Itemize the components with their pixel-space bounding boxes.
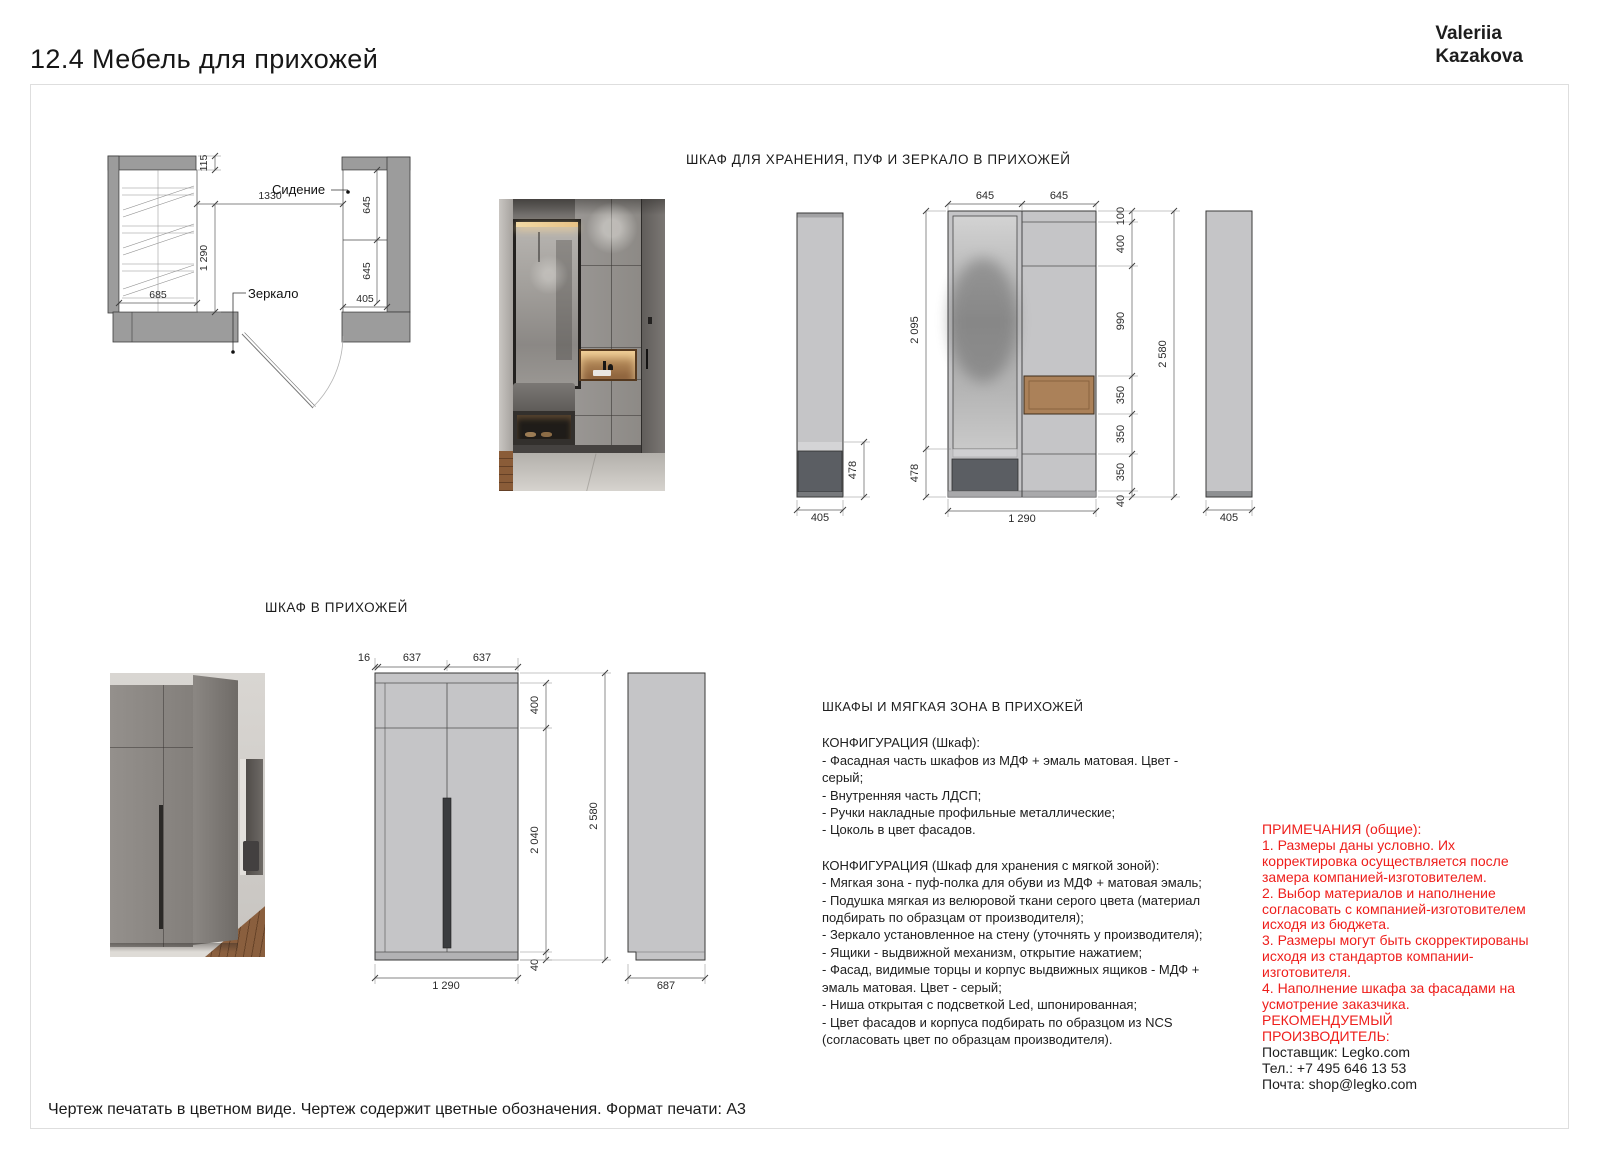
dim-label: 478 bbox=[909, 463, 921, 483]
wardrobe-front-face bbox=[110, 685, 193, 947]
dim-label: 2 580 bbox=[1157, 340, 1169, 368]
spec-item: - Цвет фасадов и корпуса подбирать по образцом из NCS (согласовать цвет по образцам производителя). bbox=[822, 1014, 1173, 1047]
config-title: КОНФИГУРАЦИЯ (Шкаф для хранения с мягкой зоной): bbox=[822, 857, 1160, 873]
dim-label: 685 bbox=[149, 289, 167, 301]
author-last-name: Kazakova bbox=[1435, 46, 1523, 67]
hallway-render-photo bbox=[499, 199, 665, 491]
note-item: 3. Размеры могут быть скорректированы исходя из стандартов компании-изготовителя. bbox=[1262, 932, 1529, 981]
plan-door bbox=[242, 333, 343, 409]
dim-label: 637 bbox=[472, 652, 492, 664]
spec-item: - Фасадная часть шкафов из МДФ + эмаль матовая. Цвет - серый; bbox=[822, 752, 1179, 786]
dim-label: 405 bbox=[356, 293, 374, 305]
dim-label: 645 bbox=[361, 196, 373, 214]
dim-label: 2 040 bbox=[529, 826, 541, 854]
specifications-block bbox=[822, 698, 1222, 1066]
page-title: 12.4 Мебель для прихожей bbox=[30, 44, 379, 74]
drawer-front bbox=[798, 451, 842, 492]
note-item: 4. Наполнение шкафа за фасадами на усмотрение заказчика. bbox=[1262, 980, 1516, 1012]
supplier-line: Поставщик: Legko.com bbox=[1262, 1043, 1411, 1060]
dim-label: 16 bbox=[357, 652, 371, 664]
dim-label: 350 bbox=[1115, 424, 1127, 444]
dim-label: 687 bbox=[656, 980, 676, 992]
dim-label: 40 bbox=[1115, 494, 1127, 508]
note-item: 2. Выбор материалов и наполнение согласовать с компанией-изготовителем исходя из бюджета. bbox=[1262, 884, 1526, 933]
author-name bbox=[1435, 22, 1523, 68]
seat-label: Сидение bbox=[272, 182, 326, 197]
storage-elevation-title: ШКАФ ДЛЯ ХРАНЕНИЯ, ПУФ И ЗЕРКАЛО В ПРИХОЖЕЙ bbox=[686, 152, 1071, 167]
dim-label: 637 bbox=[402, 652, 422, 664]
phone-line: Тел.: +7 495 646 13 53 bbox=[1262, 1059, 1407, 1076]
dim-label: 115 bbox=[198, 154, 210, 172]
dim-label: 1 290 bbox=[1008, 513, 1036, 525]
wardrobe-side-view bbox=[628, 673, 705, 960]
wardrobe-handle bbox=[443, 798, 451, 948]
dim-label: 400 bbox=[1115, 234, 1127, 254]
dim-label: 405 bbox=[1219, 512, 1239, 524]
dim-label: 400 bbox=[529, 695, 541, 715]
floor-plan-drawing bbox=[100, 140, 420, 430]
front-view bbox=[948, 211, 1096, 497]
drawer-front bbox=[952, 459, 1018, 491]
mirror-label: Зеркало bbox=[248, 286, 299, 301]
storage-elevation-drawing bbox=[780, 180, 1270, 525]
wardrobe-render-photo bbox=[110, 673, 265, 957]
dim-label: 645 bbox=[361, 262, 373, 280]
print-instructions: Чертеж печатать в цветном виде. Чертеж содержит цветные обозначения. Формат печати: А3 bbox=[48, 1101, 746, 1118]
notes-title: ПРИМЕЧАНИЯ (общие): bbox=[1262, 821, 1422, 837]
side-panel-left bbox=[797, 213, 843, 497]
notes-block bbox=[1262, 822, 1538, 1092]
spec-item: - Мягкая зона - пуф-полка для обуви из МДФ + матовая эмаль; bbox=[822, 875, 1202, 891]
dim-label: 1 290 bbox=[198, 244, 210, 272]
config-title: КОНФИГУРАЦИЯ (Шкаф): bbox=[822, 735, 980, 751]
side-panel-right bbox=[1206, 211, 1252, 497]
spec-item: - Цоколь в цвет фасадов. bbox=[822, 822, 976, 838]
note-item: 1. Размеры даны условно. Их корректировка осуществляется после замера компанией-изготовителем. bbox=[1262, 836, 1509, 885]
wardrobe-handle bbox=[159, 805, 163, 929]
dim-label: 2 580 bbox=[588, 802, 600, 830]
dim-label: 1 290 bbox=[432, 980, 460, 992]
dim-label: 405 bbox=[810, 512, 830, 524]
dim-label: 990 bbox=[1115, 311, 1127, 331]
seat-leader-dot bbox=[346, 190, 350, 194]
spec-item: - Ящики - выдвижной механизм, открытие нажатием; bbox=[822, 944, 1143, 960]
dim-label: 645 bbox=[975, 190, 995, 202]
dim-label: 350 bbox=[1115, 385, 1127, 405]
spec-item: - Фасад, видимые торцы и корпус выдвижных ящиков - МДФ + эмаль матовая. Цвет - серый; bbox=[822, 962, 1200, 995]
dim-label: 1330 bbox=[258, 190, 282, 202]
wardrobe-front-view bbox=[375, 673, 518, 960]
config-cabinet bbox=[822, 734, 1222, 838]
spec-item: - Ручки накладные профильные металлические; bbox=[822, 805, 1116, 821]
plan-callouts bbox=[231, 182, 350, 354]
front-seam bbox=[163, 685, 164, 947]
dim-label: 478 bbox=[847, 460, 859, 480]
wardrobe-side-face bbox=[193, 675, 238, 945]
front-seam bbox=[110, 747, 193, 748]
dim-label: 350 bbox=[1115, 462, 1127, 482]
spec-item: - Внутренняя часть ЛДСП; bbox=[822, 787, 982, 803]
spec-item: - Зеркало установленное на стену (уточнять у производителя); bbox=[822, 927, 1203, 943]
config-storage-soft-zone bbox=[822, 857, 1222, 1048]
photo-floor-shadow bbox=[110, 943, 238, 952]
mirror-leader-dot bbox=[231, 350, 235, 354]
email-line: Почта: shop@legko.com bbox=[1262, 1075, 1418, 1092]
wardrobe-elevation-title: ШКАФ В ПРИХОЖЕЙ bbox=[265, 600, 408, 615]
dim-label: 40 bbox=[529, 958, 541, 972]
specs-title: ШКАФЫ И МЯГКАЯ ЗОНА В ПРИХОЖЕЙ bbox=[822, 699, 1084, 714]
spec-item: - Подушка мягкая из велюровой ткани серого цвета (материал подбирать по образцам от производителя); bbox=[822, 892, 1201, 926]
open-niche bbox=[1024, 376, 1094, 414]
dim-label: 2 095 bbox=[909, 316, 921, 344]
photo-chair bbox=[243, 841, 259, 871]
spec-item: - Ниша открытая с подсветкой Led, шпонированная; bbox=[822, 997, 1138, 1013]
wardrobe-elevation-drawing bbox=[350, 630, 720, 990]
dim-label: 645 bbox=[1049, 190, 1069, 202]
photo-light-spots bbox=[499, 199, 665, 491]
recommended-manufacturer-title: РЕКОМЕНДУЕМЫЙ ПРОИЗВОДИТЕЛЬ: bbox=[1262, 1011, 1393, 1044]
author-first-name: Valeriia bbox=[1435, 23, 1502, 44]
dim-label: 100 bbox=[1115, 206, 1127, 226]
